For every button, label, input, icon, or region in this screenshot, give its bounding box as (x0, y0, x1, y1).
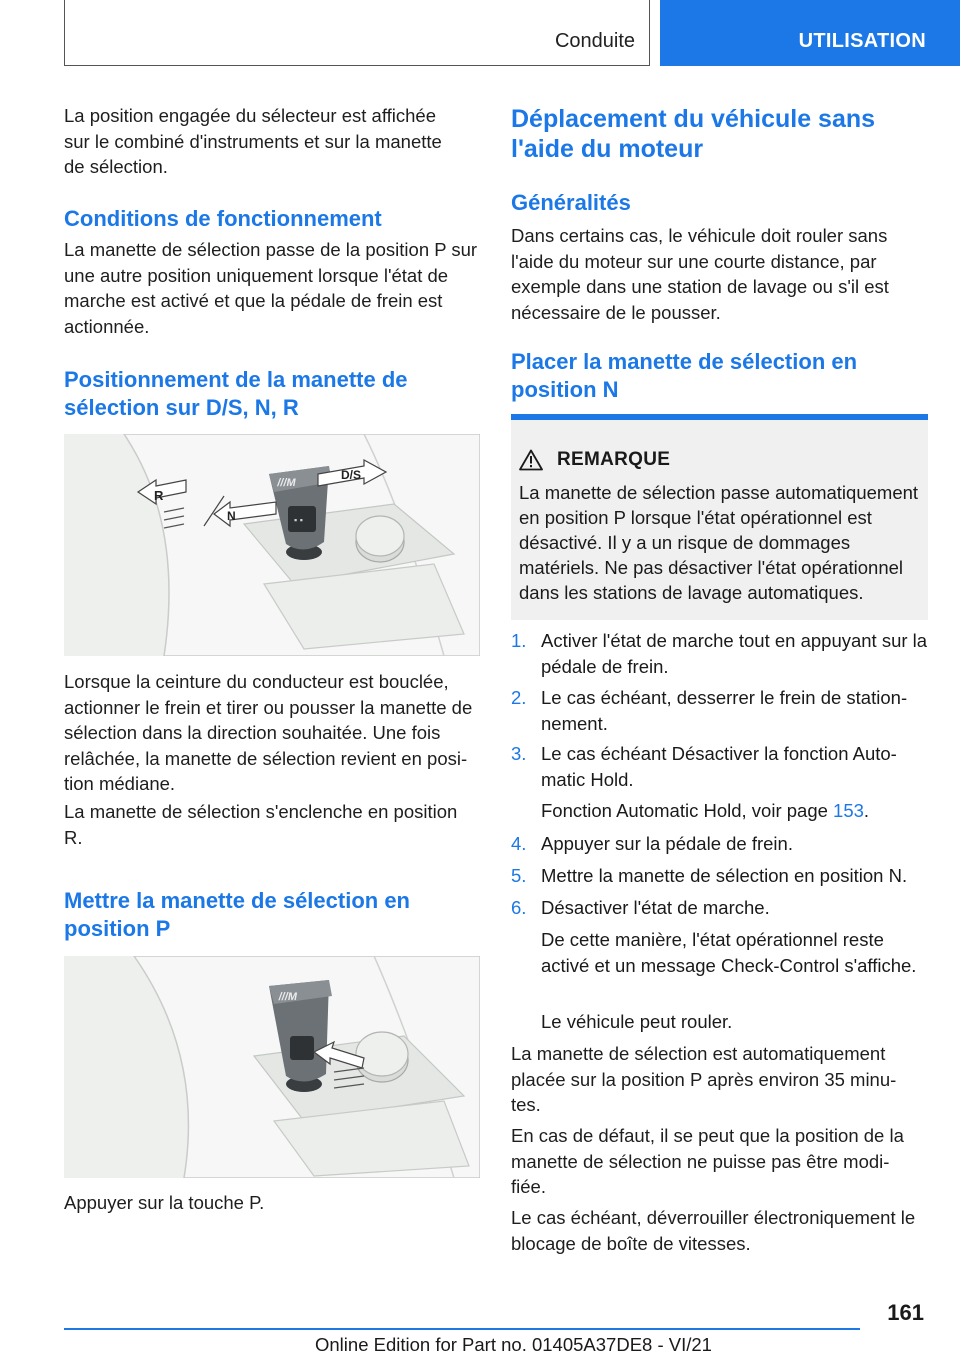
heading-place-n: Placer la manette de sélection en position N (511, 349, 858, 402)
intro-paragraph: La position engagée du sélecteur est affichée sur le combiné d'instruments et sur la manette de sélection. (64, 105, 442, 177)
note-box (511, 414, 928, 620)
header-chapter-tab[interactable] (660, 0, 960, 66)
general-paragraph: Dans certains cas, le véhicule doit rouler sans l'aide du moteur sur une courte distance, par exemple dans une station de lavage ou s'il est nécessaire de le pousser. (511, 225, 889, 323)
positioning-paragraph-1: Lorsque la ceinture du conducteur est bouclée, actionner le frein et tirer ou pousser la manette de sélection dans la direction souhaitée. Une fois relâchée, la manette de sélection revient en position médiane. (64, 671, 473, 794)
list-item-text: Désactiver l'état de marche. (541, 897, 770, 918)
park-button-figure (64, 956, 480, 1178)
figure-label-ds: D/S (341, 468, 362, 482)
heading-general: Généralités (511, 190, 631, 215)
list-item-text: Le cas échéant, desserrer le frein de stationnement. (541, 687, 908, 734)
list-item-text: Activer l'état de marche tout en appuyant sur la pédale de frein. (541, 630, 928, 677)
figure-label-r: R (154, 488, 164, 503)
svg-text:▪ ▪: ▪ ▪ (294, 515, 303, 525)
heading-conditions: Conditions de fonctionnement (64, 206, 382, 231)
reference-suffix: . (863, 800, 870, 821)
footer-divider (64, 1328, 860, 1330)
list-item-number: 4. (511, 833, 527, 854)
auto-p-paragraph: La manette de sélection est automatiquement placée sur la position P après environ 35 minutes. (511, 1043, 897, 1115)
list-item-number: 6. (511, 897, 527, 918)
svg-text:///M: ///M (277, 991, 299, 1003)
list-item-text: Le cas échéant Désactiver la fonction Automatic Hold. (541, 743, 897, 790)
warning-triangle-icon (519, 449, 543, 471)
positioning-paragraph-2: La manette de sélection s'enclenche en position R. (64, 801, 458, 848)
defect-paragraph: En cas de défaut, il se peut que la position de la manette de sélection ne puisse pas être modifiée. (511, 1125, 904, 1197)
page-reference-link[interactable]: 153 (833, 800, 864, 821)
note-text: La manette de sélection passe automatiquement en position P lorsque l'état opérationnel est désactivé. Il y a un risque de dommages matériels. Ne pas désactiver l'état opérationnel dans les stations de lavage automatiques. (519, 482, 919, 603)
heading-position-p: Mettre la manette de sélection en position P (64, 888, 410, 941)
list-item-number: 1. (511, 630, 527, 651)
gear-selector-figure (64, 434, 480, 656)
figure-label-n: N (227, 509, 236, 523)
reference-text: Fonction Automatic Hold, voir page (541, 800, 834, 821)
note-title: REMARQUE (557, 449, 671, 470)
header-section-title: Conduite (554, 30, 635, 52)
list-item-text: Appuyer sur la pédale de frein. (541, 833, 793, 854)
list-item-number: 2. (511, 687, 527, 708)
list-item-text: Mettre la manette de sélection en position N. (541, 865, 908, 886)
unlock-paragraph: Le cas échéant, déverrouiller électroniquement le blocage de boîte de vitesses. (511, 1207, 916, 1254)
header-section-box (64, 0, 650, 66)
note-header (519, 446, 670, 474)
page-number: 161 (887, 1300, 924, 1325)
footer-edition: Online Edition for Part no. 01405A37DE8 - VI/21 (315, 1334, 712, 1355)
conditions-paragraph: La manette de sélection passe de la position P sur une autre position uniquement lorsque l'état de marche est activé et que la pédale de frein est actionnée. (64, 239, 478, 337)
svg-text:///M: ///M (276, 477, 297, 489)
heading-moving-vehicle: Déplacement du véhicule sans l'aide du moteur (511, 105, 876, 163)
list-item-number: 3. (511, 743, 527, 764)
heading-positioning: Positionnement de la manette de sélection sur D/S, N, R (64, 367, 408, 420)
list-item-number: 5. (511, 865, 527, 886)
header-chapter-title: UTILISATION (798, 30, 926, 52)
position-p-paragraph: Appuyer sur la touche P. (64, 1192, 265, 1213)
